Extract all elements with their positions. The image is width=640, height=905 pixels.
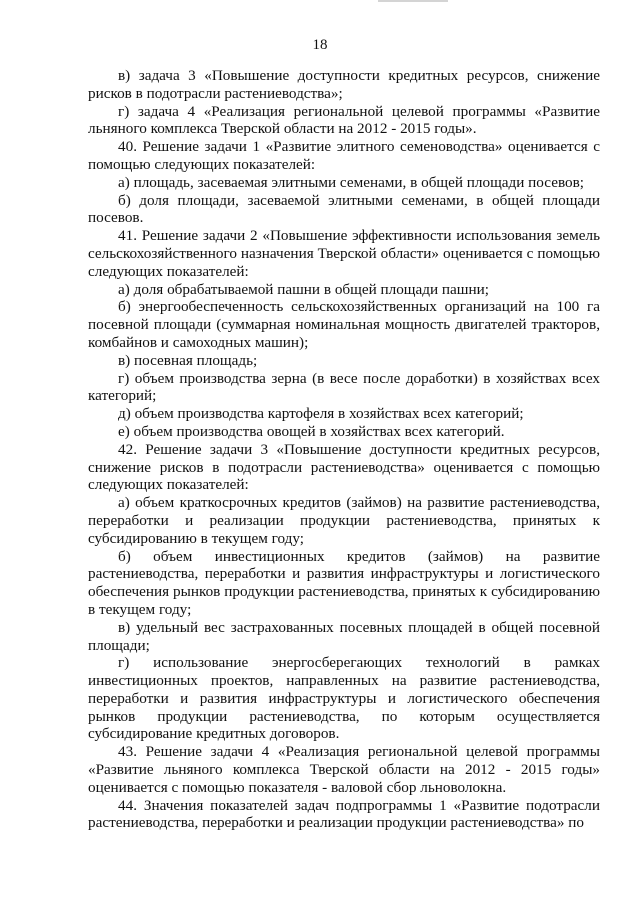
paragraph-task-4: г) задача 4 «Реализация региональной целевой программы «Развитие льняного комплекса Тверской области на 2012 - 2015 годы». bbox=[88, 102, 600, 138]
paragraph-40-a: а) площадь, засеваемая элитными семенами, в общей площади посевов; bbox=[118, 173, 584, 191]
paragraph-40: 40. Решение задачи 1 «Развитие элитного семеноводства» оценивается с помощью следующих показателей: bbox=[88, 138, 600, 173]
document-body bbox=[88, 67, 600, 832]
paragraph-41-v: в) посевная площадь; bbox=[118, 351, 258, 369]
paragraph-40-b: б) доля площади, засеваемой элитными семенами, в общей площади посевов. bbox=[88, 191, 600, 227]
paragraph-42-b: б) объем инвестиционных кредитов (займов) на развитие растениеводства, переработки и развития инфраструктуры и логистического обеспечения рынков продукции растениеводства, принятых к субсидированию в текущем году; bbox=[88, 547, 600, 618]
paragraph-41: 41. Решение задачи 2 «Повышение эффективности использования земель сельскохозяйственного назначения Тверской области» оценивается с помощью следующих показателей: bbox=[88, 227, 600, 280]
paragraph-41-a: а) доля обрабатываемой пашни в общей площади пашни; bbox=[118, 280, 489, 298]
scan-edge-mark bbox=[378, 0, 448, 2]
paragraph-41-d: д) объем производства картофеля в хозяйствах всех категорий; bbox=[118, 405, 524, 423]
paragraph-44: 44. Значения показателей задач подпрограммы 1 «Развитие подотрасли растениеводства, переработки и реализации продукции растениеводства» по bbox=[88, 796, 600, 832]
page-number: 18 bbox=[312, 37, 328, 53]
paragraph-43: 43. Решение задачи 4 «Реализация региональной целевой программы «Развитие льняного комплекса Тверской области на 2012 - 2015 годы» оценивается с помощью показателя - валовой сбор льноволокна. bbox=[88, 743, 600, 796]
paragraph-41-b: б) энергообеспеченность сельскохозяйственных организаций на 100 га посевной площади (суммарная номинальная мощность двигателей тракторов, комбайнов и самоходных машин); bbox=[88, 298, 600, 351]
paragraph-41-g: г) объем производства зерна (в весе после доработки) в хозяйствах всех категорий; bbox=[88, 369, 600, 405]
paragraph-42: 42. Решение задачи 3 «Повышение доступности кредитных ресурсов, снижение рисков в подотрасли растениеводства» оценивается с помощью следующих показателей: bbox=[88, 440, 600, 494]
paragraph-42-v: в) удельный вес застрахованных посевных площадей в общей посевной площади; bbox=[88, 618, 600, 654]
paragraph-42-g: г) использование энергосберегающих технологий в рамках инвестиционных проектов, направленных на развитие растениеводства, переработки и развития инфраструктуры и логистического обеспечения рынков продукции растениеводства, по которым осуществляется субсидирование кредитных договоров. bbox=[88, 654, 600, 743]
paragraph-task-3: в) задача 3 «Повышение доступности кредитных ресурсов, снижение рисков в подотрасли растениеводства»; bbox=[88, 67, 600, 102]
paragraph-42-a: а) объем краткосрочных кредитов (займов) на развитие растениеводства, переработки и реализации продукции растениеводства, принятых к субсидированию в текущем году; bbox=[88, 494, 600, 547]
paragraph-41-e: е) объем производства овощей в хозяйствах всех категорий. bbox=[118, 422, 505, 440]
